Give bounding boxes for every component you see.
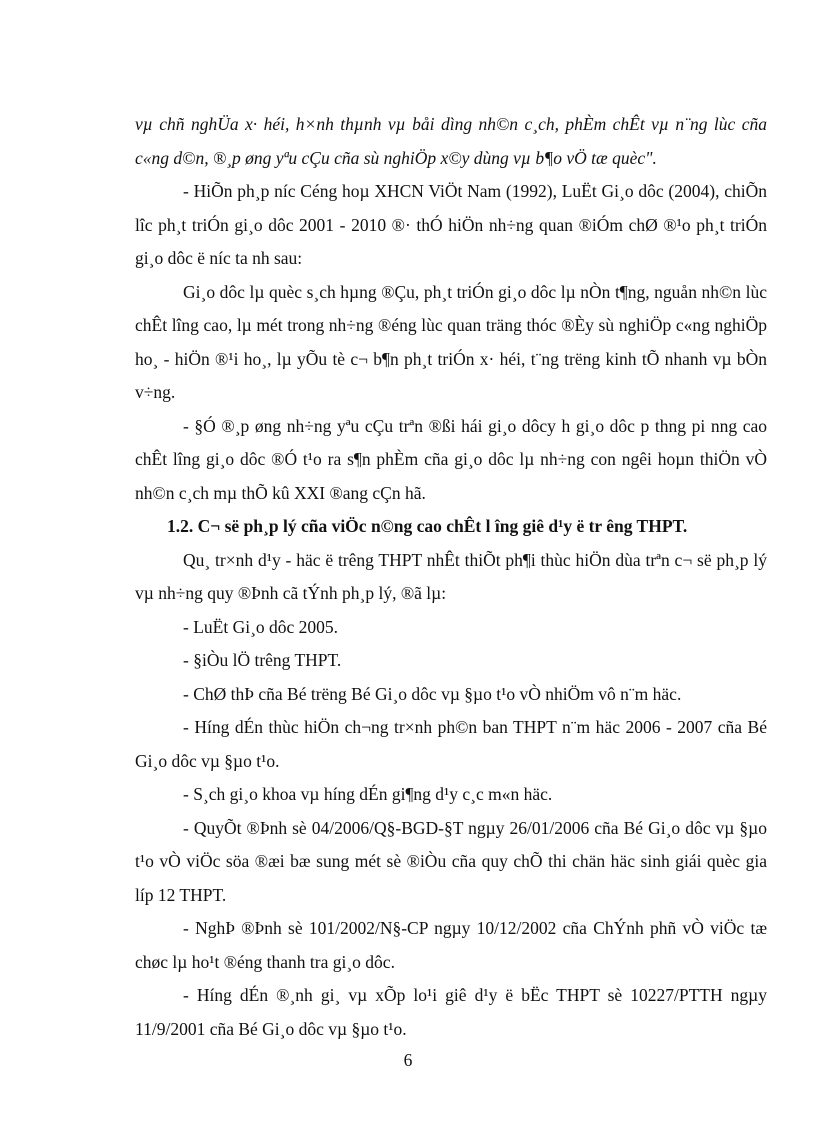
- list-item: - ChØ thÞ cña Bé trëng Bé Gi¸o dôc vµ §µo t¹o vÒ nhiÖm vô n¨m häc.: [183, 683, 682, 704]
- paragraph-continuation: vµ chñ nghÜa x· héi, h×nh thµnh vµ båi dìng nh©n c¸ch, phÈm chÊt vµ n¨ng lùc cña c«ng d©n, ®¸p øng yªu cÇu cña sù nghiÖp x©y dùng vµ b¶o vÖ tæ quèc".: [135, 114, 767, 168]
- list-item: - S¸ch gi¸o khoa vµ híng dÉn gi¶ng d¹y c¸c m«n häc.: [183, 784, 553, 804]
- page-number: 6: [403, 1050, 413, 1070]
- list-item: - LuËt Gi¸o dôc 2005.: [183, 616, 339, 637]
- list-item: - NghÞ ®Þnh sè 101/2002/N§-CP ngµy 10/12/2002 cña ChÝnh phñ vÒ viÖc tæ chøc lµ ho¹t ®éng thanh tra gi¸o dôc.: [135, 918, 767, 972]
- paragraph-requirements: - §Ó ®¸p øng nh÷ng yªu cÇu trªn ®ßi hái gi¸o dôcy h gi¸o dôc p thng pi nng cao chÊt lîng gi¸o dôc ®Ó t¹o ra s¶n phÈm cña gi¸o dôc lµ nh÷ng con ngêi hoµn thiÖn vÒ nh©n c¸ch mµ thÕ kû XXI ®ang cÇn hã.: [135, 415, 767, 503]
- list-item: - §iÒu lÖ trêng THPT.: [183, 650, 342, 670]
- list-item: - Híng dÉn thùc hiÖn ch¬ng tr×nh ph©n ban THPT n¨m häc 2006 - 2007 cña Bé Gi¸o dôc vµ §µo t¹o.: [135, 717, 767, 771]
- list-item: - QuyÕt ®Þnh sè 04/2006/Q§-BGD-§T ngµy 26/01/2006 cña Bé Gi¸o dôc vµ §µo t¹o vÒ viÖc söa ®æi bæ sung mét sè ®iÒu cña quy chÕ thi chän häc sinh giái quèc gia líp 12 THPT.: [135, 817, 767, 905]
- paragraph-constitution: - HiÕn ph¸p níc Céng hoµ XHCN ViÖt Nam (1992), LuËt Gi¸o dôc (2004), chiÕn lîc ph¸t triÓn gi¸o dôc 2001 - 2010 ®· thÓ hiÖn nh÷ng quan ®iÓm chØ ®¹o ph¸t triÓn gi¸o dôc ë níc ta nh sau:: [135, 181, 767, 268]
- section-heading: 1.2. C¬ së ph¸p lý cña viÖc n©ng cao chÊt l îng giê d¹y ë tr êng THPT.: [167, 516, 688, 536]
- paragraph-legal-basis: Qu¸ tr×nh d¹y - häc ë trêng THPT nhÊt thiÕt ph¶i thùc hiÖn dùa trªn c¬ së ph¸p lý vµ nh÷ng quy ®Þnh cã tÝnh ph¸p lý, ®ã lµ:: [135, 549, 767, 603]
- body-text: [135, 108, 767, 1046]
- list-item: - Híng dÉn ®¸nh gi¸ vµ xÕp lo¹i giê d¹y ë bËc THPT sè 10227/PTTH ngµy 11/9/2001 cña Bé Gi¸o dôc vµ §µo t¹o.: [135, 985, 767, 1039]
- paragraph-education-policy: Gi¸o dôc lµ quèc s¸ch hµng ®Çu, ph¸t triÓn gi¸o dôc lµ nÒn t¶ng, nguån nh©n lùc chÊt lîng cao, lµ mét trong nh÷ng ®éng lùc quan träng thóc ®Èy sù nghiÖp c«ng nghiÖp ho¸ - hiÖn ®¹i ho¸, lµ yÕu tè c¬ b¶n ph¸t triÓn x· héi, t¨ng trëng kinh tÕ nhanh vµ bÒn v÷ng.: [135, 281, 767, 402]
